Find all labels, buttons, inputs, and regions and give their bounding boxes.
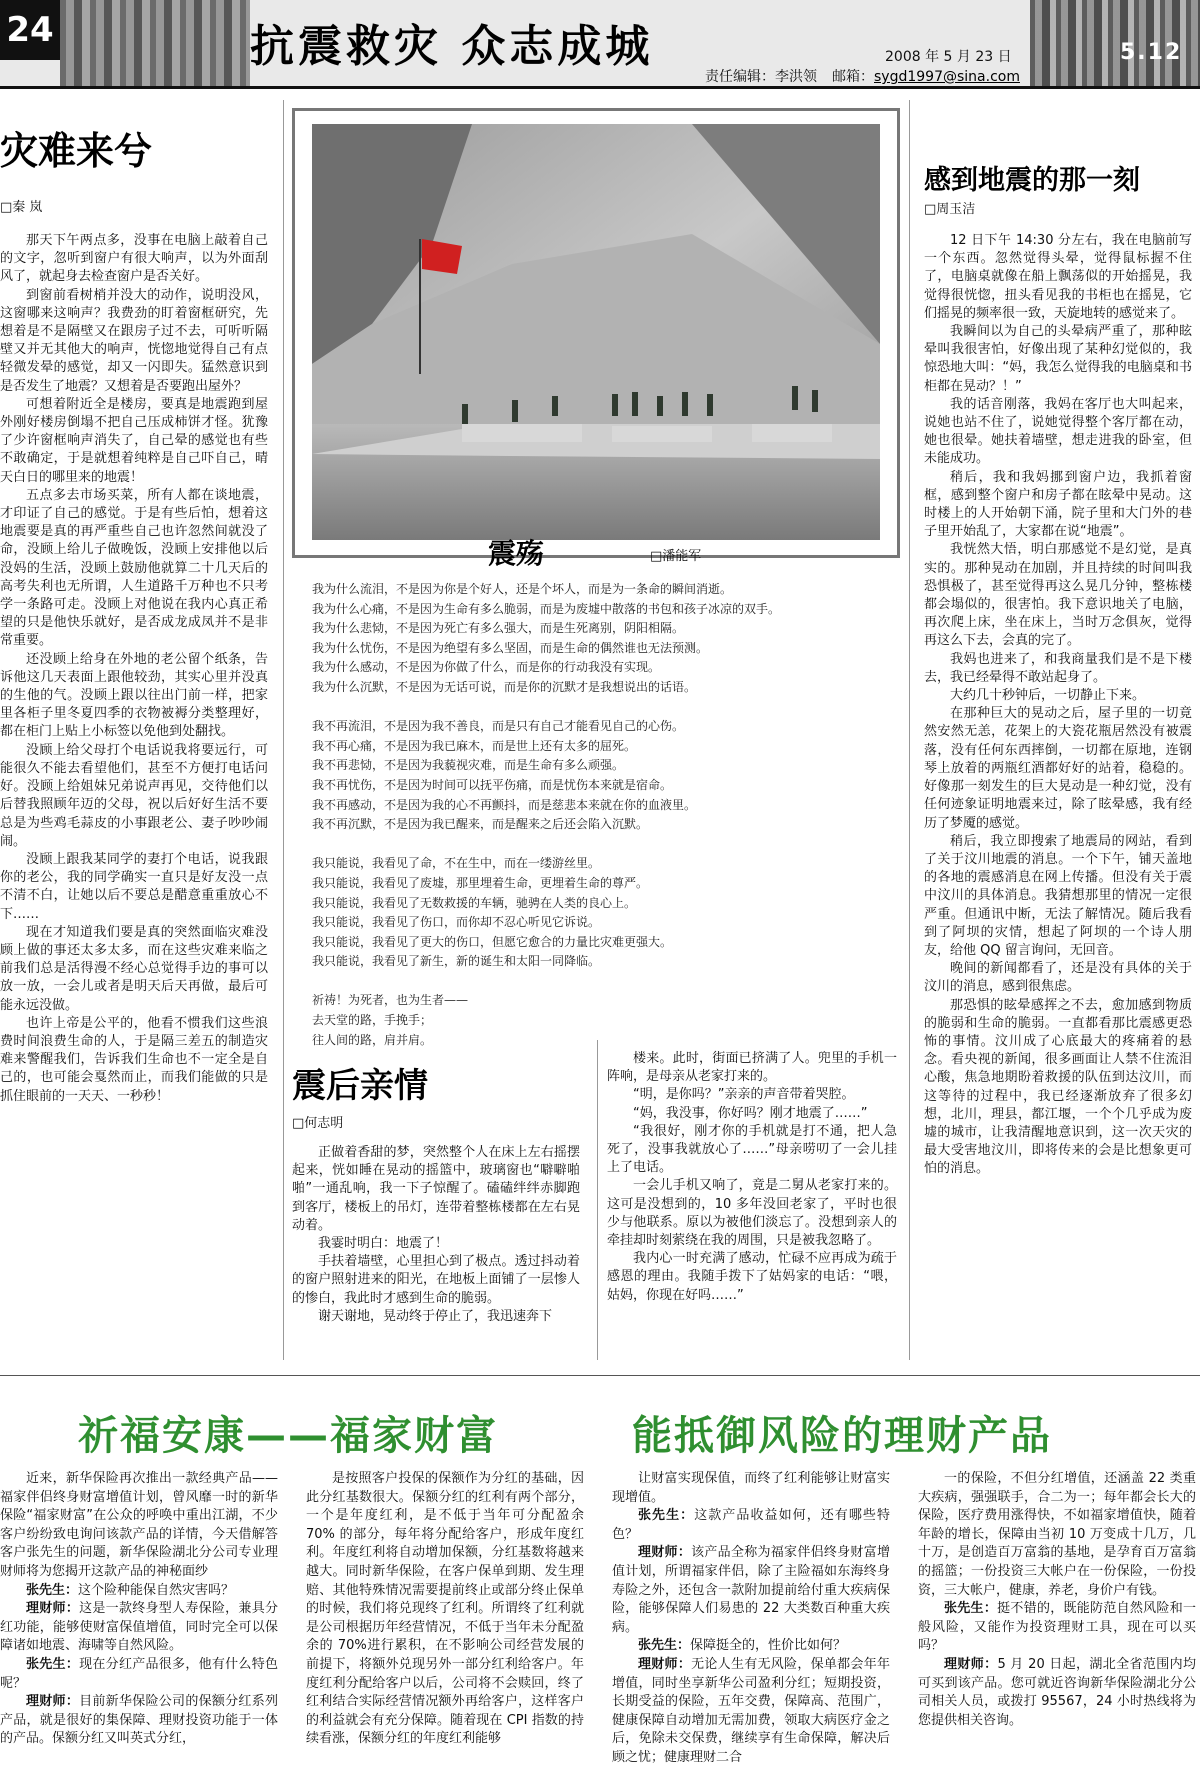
paragraph: 我的话音刚落，我妈在客厅也大叫起来，说她也站不住了，说她觉得整个客厅都在动，她也很晕。她扶着墙壁，想走进我的卧室，但未能成功。: [924, 396, 1192, 467]
poem-line: 我不再忧伤，不是因为时间可以抚平伤痛，而是忧伤本来就是宿命。: [312, 777, 673, 792]
paragraph: 那恐惧的眩晕感挥之不去，愈加感到物质的脆弱和生命的脆弱。一直都看那比震感更恐怖的事情。汶川成了心底最大的疼痛着的悬念。看央视的新闻，很多画面让人禁不住流泪心酸，焦急地期盼着救援的队伍到达汶川，而这等待的过程中，我已经逐渐放弃了很多幻想，北川，理县，都江堰，一个个几乎成为废墟的城市，让我清醒地意识到，这一次天灾的最大受害地汶川，即将传来的会是比想象更可怕的消息。: [924, 997, 1192, 1177]
paragraph: 现在才知道我们要是真的突然面临灾难没顾上做的事还太多太多，而在这些灾难来临之前我们总是活得漫不经心总觉得手边的事可以放一放，一会儿或者是明天后天再做，最后可能永远没做。: [0, 924, 268, 1013]
ad-text: 这款产品收益如何，还有哪些特色？: [612, 1508, 890, 1542]
email-label: 邮箱：: [832, 69, 874, 85]
ad-text: 目前新华保险公司的保额分红系列产品，就是很好的集保障、理财投资功能于一体的产品。保额分红又叫英式分红，: [0, 1694, 278, 1747]
issue-date: 2008 年 5 月 23 日: [885, 49, 1012, 65]
poem-line: 我不再悲恸，不是因为我藐视灾难，而是生命有多么顽强。: [312, 758, 625, 773]
poem-line: 祈祷！为死者，也为生者——: [312, 993, 469, 1008]
paragraph: 大约几十秒钟后，一切静止下来。: [950, 688, 1146, 704]
column-rule: [283, 100, 284, 1360]
ad-text: 5 月 20 日起，湖北全省范围内均可买到该产品。您可就近咨询新华保险湖北分公司相关人员，或拨打 95567，24 小时热线将为您提供相关咨询。: [918, 1656, 1196, 1728]
landslide-photo-icon: [312, 124, 880, 540]
earthquake-rescue-photo: [312, 124, 880, 540]
speaker-label: 张先生：: [944, 1601, 998, 1617]
email-line: [832, 66, 1020, 86]
poem-byline: □潘能军: [650, 549, 702, 564]
ad-text: 挺不错的，既能防范自然风险和一般风险，又能作为投资理财工具，现在可以买吗？: [918, 1601, 1196, 1654]
ad-paragraph: [918, 1470, 1196, 1600]
speaker-label: 理财师：: [944, 1656, 998, 1672]
paragraph: 可想着附近全是楼房，要真是地震跑到屋外刚好楼房倒塌不把自己压成柿饼才怪。犹豫了少许窗框响声消失了，自己晕的感觉也有些不敢确定，于是就想着纯粹是自己吓自己，晴天白日的哪里来的地震！: [0, 396, 268, 485]
poem-title: 震殇: [488, 537, 545, 570]
ad-paragraph: [0, 1600, 278, 1656]
paragraph: 稍后，我立即搜索了地震局的网站，看到了关于汶川地震的消息。一个下午，铺天盖地的各地的震感消息在网上传播。但没有关于震中汶川的具体消息。我猜想那里的情况一定很严重。但通讯中断，无法了解情况。随后我看到了阿坝的灾情，想起了阿坝的一个诗人朋友，给他 QQ 留言询问，无回音。: [924, 833, 1192, 958]
badge-512: 5.12: [1120, 40, 1183, 65]
article-title-right: 感到地震的那一刻: [924, 165, 1140, 196]
paragraph: 谢天谢地，晃动终于停止了，我迅速奔下: [318, 1308, 553, 1324]
speaker-label: 张先生：: [638, 1638, 691, 1654]
article-title-bottom: 震后亲情: [292, 1066, 428, 1106]
paragraph: 还没顾上给身在外地的老公留个纸条，告诉他这几天表面上跟他较劲，其实心里并没真的生他的气。没顾上跟以往出门前一样，把家里各柜子里冬夏四季的衣物被褥分类整理好，都在柜门上贴上小标签以免他到处翻找。: [0, 651, 268, 740]
paragraph: 我瞬间以为自己的头晕病严重了，那种眩晕叫我很害怕，好像出现了某种幻觉似的，我惊恐地大叫：“妈，我怎么觉得我的电脑桌和书柜都在晃动？！”: [924, 324, 1192, 394]
paragraph: 一会儿手机又响了，竟是二舅从老家打来的。这可是没想到的，10 多年没回老家了，平时也很少与他联系。原以为被他们淡忘了。没想到亲人的牵挂却时刻萦绕在我的周围，只是被我忽略了。: [607, 1178, 897, 1249]
poem-line: 我为什么忧伤，不是因为绝望有多么坚固，而是生命的偶然谁也无法预测。: [312, 640, 709, 655]
ad-paragraph: [918, 1656, 1196, 1730]
paragraph: 没顾上给父母打个电话说我将要远行，可能很久不能去看望他们，甚至不方便打电话问好。没顾上给姐妹兄弟说声再见，交待他们以后替我照顾年迈的父母，祝以后好好生活不要总是为些鸡毛蒜皮的小事跟老公、妻子吵吵闹闹。: [0, 742, 268, 849]
poem-line: 去天堂的路，手挽手；: [312, 1013, 433, 1028]
ad-paragraph: [0, 1582, 278, 1601]
poem-line: 我只能说，我看见了命，不在生中，而在一缕游丝里。: [312, 856, 601, 871]
poem-line: 我不再心痛，不是因为我已麻木，而是世上还有太多的屈死。: [312, 738, 637, 753]
poem-body: [312, 580, 880, 1070]
paragraph: 在那种巨大的晃动之后，屋子里的一切竟然安然无恙，花架上的大瓷花瓶居然没有被震落，没有任何东西摔倒，一切都在原地，连钢琴上放着的两瓶红酒都好好的站着，稳稳的。好像那一刻发生的巨大晃动是一种幻觉，没有任何迹象证明地震来过，除了眩晕感，我有经历了梦魇的感觉。: [924, 706, 1192, 831]
ad-text: 让财富实现保值，而终了红利能够让财富实现增值。: [612, 1471, 890, 1505]
speaker-label: 理财师：: [638, 1545, 692, 1561]
ad-column-4: [918, 1470, 1196, 1770]
ad-title-right: 能抵御风险的理财产品: [632, 1413, 1052, 1459]
poem-line: 我为什么沉默，不是因为无话可说，而是你的沉默才是我想说出的话语。: [312, 679, 697, 694]
ad-column-2: [306, 1470, 584, 1770]
byline-bottom: □何志明: [292, 1116, 344, 1131]
speaker-label: 理财师：: [26, 1601, 80, 1617]
header-photo-strip-left: [60, 0, 250, 86]
ad-paragraph: [306, 1470, 584, 1749]
article-body-right: [924, 232, 1192, 1360]
article-body-bottom-col2: [607, 1050, 897, 1360]
speaker-label: 理财师：: [26, 1694, 80, 1710]
paragraph: 到窗前看树梢并没大的动作，说明没风，这窗哪来这响声？我费劲的盯着窗框研究，先想着是不是隔壁又在跟房子过不去，可听听隔壁又并无其他大的响声，恍惚地觉得自己有点轻微发晕的感觉，却又一闪即失。猛然意识到是否发生了地震？又想着是否要跑出屋外？: [0, 287, 268, 394]
poem-line: 我只能说，我看见了更大的伤口，但愿它愈合的力量比灾难更强大。: [312, 934, 673, 949]
paragraph: 楼来。此时，街面已挤满了人。兜里的手机一阵响，是母亲从老家打来的。: [607, 1051, 897, 1085]
byline-right: □周玉洁: [924, 202, 976, 217]
poem-stanza: [312, 991, 880, 1050]
poem-line: 我不再沉默，不是因为我已醒来，而是醒来之后还会陷入沉默。: [312, 817, 649, 832]
poem-line: 我为什么悲恸，不是因为死亡有多么强大，而是生死离别，阴阳相隔。: [312, 621, 685, 636]
speaker-label: 张先生：: [26, 1656, 80, 1672]
speaker-label: 理财师：: [638, 1656, 692, 1672]
editor-credit: 责任编辑：李洪领: [705, 69, 817, 85]
paragraph: 12 日下午 14:30 分左右，我在电脑前写一个东西。忽然觉得头晕，觉得鼠标握不住了，电脑桌就像在船上飘荡似的开始摇晃，我觉得很恍惚，扭头看见我的书柜也在摇晃，它们摇晃的频率很一致，天旋地转的感觉来了。: [924, 233, 1192, 321]
paragraph: 五点多去市场买菜，所有人都在谈地震，才印证了自己的感觉。于是有些后怕，想着这地震要是真的再严重些自己也许忽然间就没了命，没顾上给儿子做晚饭，没顾上安排他以后没妈的生活，没顾上鼓励他就算二十几天后的高考失利也无所谓，人生道路千万种也不只考学一条路可走。没顾上对他说在我内心真正希望的只是他快乐就好，是否成龙成凤并不是非常重要。: [0, 487, 268, 649]
ad-paragraph: [612, 1507, 890, 1544]
section-title: 抗震救灾 众志成城: [250, 21, 654, 72]
ad-text: 现在分红产品很多，他有什么特色呢？: [0, 1656, 278, 1691]
paragraph: 没顾上跟我某同学的妻打个电话，说我跟你的老公，我的同学确实一直只是好友没一点不清不白，让她以后不要总是醋意重重放心不下……: [0, 851, 268, 922]
ad-title-left: 祈福安康——福家财富: [78, 1413, 498, 1459]
ad-paragraph: [918, 1600, 1196, 1656]
poem-line: 我只能说，我看见了废墟，那里埋着生命，更埋着生命的尊严。: [312, 875, 649, 890]
ad-divider: [0, 1375, 1200, 1376]
poem-line: 我为什么心痛，不是因为生命有多么脆弱，而是为废墟中散落的书包和孩子冰凉的双手。: [312, 601, 781, 616]
paragraph: 晚间的新闻都看了，还是没有具体的关于汶川的消息，感到很焦虑。: [924, 961, 1192, 995]
poem-stanza: [312, 580, 880, 698]
paragraph: 稍后，我和我妈挪到窗户边，我抓着窗框，感到整个窗户和房子都在眩晕中晃动。这时楼上的人开始朝下涌，院子里和大门外的巷子里开始乱了，大家都在说“地震”。: [924, 469, 1192, 540]
column-rule: [909, 100, 910, 1360]
paragraph: 我恍然大悟，明白那感觉不是幻觉，是真实的。那种晃动在加剧，并且持续的时间叫我恐惧极了，甚至觉得再这么晃几分钟，整栋楼都会塌似的，很害怕。我下意识地关了电脑，再次爬上床，坐在床上，当时万念俱灰，觉得再这么下去，会真的完了。: [924, 542, 1192, 649]
paragraph: “明，是你吗？”亲亲的声音带着哭腔。: [633, 1087, 855, 1103]
ad-column-1: [0, 1470, 278, 1770]
speaker-label: 张先生：: [26, 1582, 79, 1598]
ad-text: 保障挺全的，性价比如何？: [690, 1638, 847, 1654]
email-link[interactable]: sygd1997@sina.com: [874, 69, 1020, 85]
ad-paragraph: [612, 1470, 890, 1507]
ad-text: 一的保险，不但分红增值，还涵盖 22 类重大疾病，强强联手，合二为一；每年都会长大的保险，医疗费用涨得快，不如福家增值快，随着年龄的增长，保障由当初 10 万变成十几万，几十万，是创造百万富翁的基地，是孕育百万富翁的摇篮；一份投资三大帐户在一份保险，一份投资，三大帐户，健康，养老，身价户有钱。: [918, 1471, 1196, 1598]
speaker-label: 张先生：: [638, 1508, 695, 1524]
ad-paragraph: [0, 1470, 278, 1582]
paragraph: 我妈也进来了，和我商量我们是不是下楼去，我已经晕得不敢站起身了。: [924, 651, 1192, 685]
paragraph: 正做着香甜的梦，突然整个人在床上左右摇摆起来，恍如睡在晃动的摇篮中，玻璃窗也“噼噼啪啪”一通乱响，我一下子惊醒了。磕磕绊绊赤脚跑到客厅，楼板上的吊灯，连带着整栋楼都在左右晃动着。: [292, 1145, 580, 1233]
ad-text: 无论人生有无风险，保单都会年年增值，同时坐享新华公司盈利分红；短期投资，长期受益的保险，五年交费，保障高、范围广，健康保障自动增加无需加费，领取大病医疗金之后，免除未交保费，继续享有生命保障，解决后顾之忧；健康理财二合: [612, 1656, 890, 1765]
ad-paragraph: [612, 1656, 890, 1768]
ad-paragraph: [612, 1544, 890, 1637]
ad-text: 是按照客户投保的保额作为分红的基础，因此分红基数很大。保额分红的红利有两个部分，一个是年度红利，是不低于当年可分配盈余 70% 的部分，每年将分配给客户，形成年度红利。年度红利将自动增加保额，分红基数将越来越大。同时新华保险，在客户保单到期、发生理赔、其他特殊情况需要提前终止或部分终止保单的时候，我们将兑现终了红利。所谓终了红利就是公司根据历年经营情况，不低于当年未分配盈余的 70%进行累积，在不影响公司经营发展的前提下，将额外兑现另外一部分红利给客户。年度红利分配给客户以后，公司将不会赎回，终了红利结合实际经营情况额外再给客户，这样客户的利益就会有充分保障。随着现在 CPI 指数的持续看涨，保额分红的年度红利能够: [306, 1471, 584, 1747]
paragraph: 我霎时明白：地震了！: [318, 1236, 449, 1252]
paragraph: 手扶着墙壁，心里担心到了极点。透过抖动着的窗户照射进来的阳光，在地板上面铺了一层惨人的惨白，我此时才感到生命的脆弱。: [292, 1254, 580, 1306]
poem-stanza: [312, 854, 880, 972]
paragraph: “妈，我没事，你好吗？刚才地震了……”: [633, 1105, 868, 1121]
byline-left: □秦 岚: [0, 200, 43, 215]
ad-paragraph: [0, 1693, 278, 1749]
article-body-left: [0, 232, 268, 1357]
page-header: [0, 0, 1200, 89]
article-title-left: 灾难来兮: [0, 128, 153, 173]
ad-text: 近来，新华保险再次推出一款经典产品——福家伴侣终身财富增值计划，曾风靡一时的新华保险“福家财富”在公众的呼唤中重出江湖，不少客户纷纷致电询问该款产品的详情，今天借解答客户张先生的问题，新华保险湖北分公司专业理财师将为您揭开这款产品的神秘面纱: [0, 1471, 278, 1579]
poem-line: 我只能说，我看见了新生，新的诞生和太阳一同降临。: [312, 954, 601, 969]
poem-line: 往人间的路，肩并肩。: [312, 1032, 433, 1047]
paragraph: 那天下午两点多，没事在电脑上敲着自己的文字，忽听到窗户有很大响声，以为外面刮风了，就起身去检查窗户是否关好。: [0, 233, 268, 285]
paragraph: “我很好，刚才你的手机就是打不通，把人急死了，没事我就放心了……”母亲唠叨了一会儿挂上了电话。: [607, 1123, 897, 1176]
paragraph: 我内心一时充满了感动，忙碌不应再成为疏于感恩的理由。我随手拨下了姑妈家的电话：“喂，姑妈，你现在好吗……”: [607, 1251, 897, 1303]
column-rule: [597, 1040, 598, 1360]
poem-line: 我为什么流泪，不是因为你是个好人，还是个坏人，而是为一条命的瞬间消逝。: [312, 582, 733, 596]
ad-paragraph: [612, 1637, 890, 1656]
poem-line: 我只能说，我看见了无数救援的车辆，驰骋在人类的良心上。: [312, 895, 637, 910]
poem-line: 我只能说，我看见了伤口，而你却不忍心听见它诉说。: [312, 915, 601, 930]
ad-column-3: [612, 1470, 890, 1770]
poem-line: 我不再流泪，不是因为我不善良，而是只有自己才能看见自己的心伤。: [312, 719, 685, 734]
page-number: 24: [0, 0, 60, 60]
ad-text: 这是一款终身型人寿保险，兼具分红功能，能够使财富保值增值，同时完全可以保障诸如地震、海啸等自然风险。: [0, 1601, 278, 1654]
article-body-bottom-col1: [292, 1144, 580, 1360]
paragraph: 也许上帝是公平的，他看不惯我们这些浪费时间浪费生命的人，于是隔三差五的制造灾难来警醒我们，告诉我们生命也不一定全是自己的，也可能会戛然而止，而我们能做的只是抓住眼前的一天天、一秒秒！: [0, 1015, 268, 1104]
poem-stanza: [312, 717, 880, 835]
ad-text: 这个险种能保自然灾害吗？: [78, 1582, 235, 1598]
ad-paragraph: [0, 1656, 278, 1693]
ad-text: 该产品全称为福家伴侣终身财富增值计划，所谓福家伴侣，除了主险福如东海终身寿险之外，还包含一款附加提前给付重大疾病保险，能够保障人们易患的 22 大类数百种重大疾病。: [612, 1545, 890, 1635]
poem-line: 我不再感动，不是因为我的心不再颤抖，而是慈悲本来就在你的血液里。: [312, 797, 697, 812]
poem-line: 我为什么感动，不是因为你做了什么，而是你的行动我没有实现。: [312, 660, 661, 675]
